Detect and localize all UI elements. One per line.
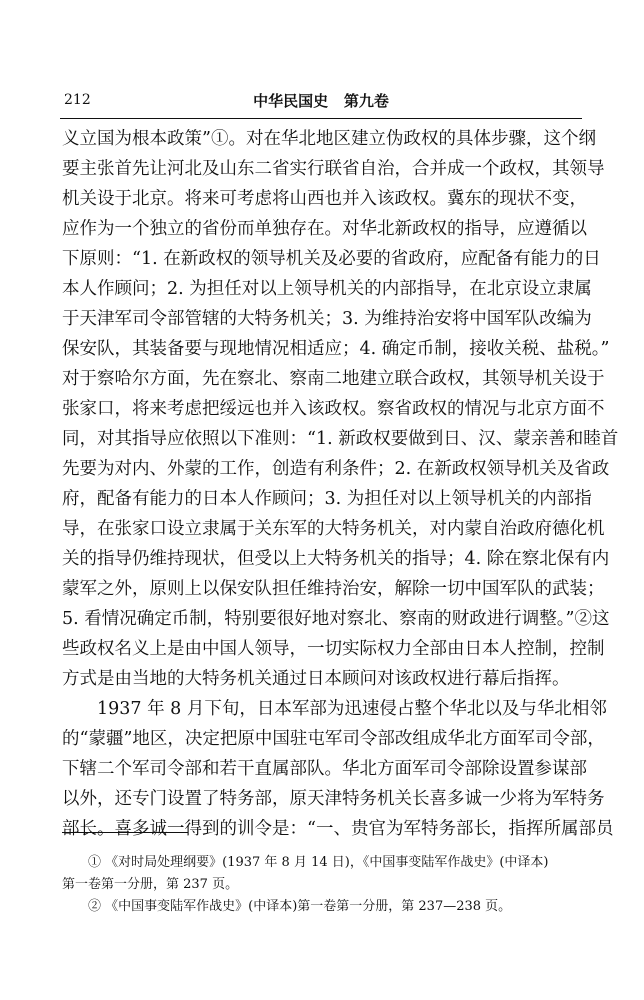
- text-line: 以外，还专门设置了特务部，原天津特务机关长喜多诚一少将为军特务: [62, 789, 605, 809]
- text-line: 蒙军之外，原则上以保安队担任维持治安，解除一切中国军队的武装；: [62, 579, 605, 599]
- text-line: 对于察哈尔方面，先在察北、察南二地建立联合政权，其领导机关设于: [62, 369, 605, 389]
- footnote-1: ① 《对时局处理纲要》(1937 年 8 月 14 日)，《中国事变陆军作战史》(中译本): [88, 855, 549, 870]
- header-divider: [60, 118, 582, 119]
- text-line: 关的指导仍维持现状，但受以上大特务机关的指导；4. 除在察北保有内: [62, 549, 610, 569]
- paragraph-first-line: 1937 年 8 月下旬，日本军部为迅速侵占整个华北以及与华北相邻: [97, 699, 607, 719]
- text-line: 应作为一个独立的省份而单独存在。对华北新政权的指导，应遵循以: [62, 219, 587, 239]
- footnotes: [62, 852, 582, 918]
- page-header: [60, 88, 582, 114]
- text-line: 先要为对内、外蒙的工作，创造有利条件；2. 在新政权领导机关及省政: [62, 459, 610, 479]
- body-text: [62, 124, 619, 844]
- text-line: 5. 看情况确定币制，特别要很好地对察北、察南的财政进行调整。”②这: [62, 609, 610, 629]
- text-line: 义立国为根本政策”①。对在华北地区建立伪政权的具体步骤，这个纲: [62, 129, 596, 149]
- text-line: 保安队，其装备要与现地情况相适应；4. 确定币制，接收关税、盐税。”: [62, 339, 610, 359]
- text-line: 要主张首先让河北及山东二省实行联省自治，合并成一个政权，其领导: [62, 159, 605, 179]
- footnote-1-continued: 第一卷第一分册，第 237 页。: [62, 877, 239, 892]
- page-number: 212: [64, 92, 91, 108]
- text-line: 于天津军司令部管辖的大特务机关；3. 为维持治安将中国军队改编为: [62, 309, 592, 329]
- text-line: 部长。喜多诚一得到的训令是：“一、贵官为军特务部长，指挥所属部员: [62, 819, 614, 839]
- text-line: 本人作顾问；2. 为担任对以上领导机关的内部指导，在北京设立隶属: [62, 279, 592, 299]
- text-line: 的“蒙疆”地区，决定把原中国驻屯军司令部改组成华北方面军司令部，: [62, 729, 605, 749]
- running-title: 中华民国史 第九卷: [253, 92, 389, 110]
- text-line: 方式是由当地的大特务机关通过日本顾问对该政权进行幕后指挥。: [62, 669, 570, 689]
- text-line: 下辖二个军司令部和若干直属部队。华北方面军司令部除设置参谋部: [62, 759, 587, 779]
- text-line: 张家口，将来考虑把绥远也并入该政权。察省政权的情况与北京方面不: [62, 399, 605, 419]
- text-line: 导，在张家口设立隶属于关东军的大特务机关，对内蒙自治政府德化机: [62, 519, 605, 539]
- footnote-2: ② 《中国事变陆军作战史》(中译本)第一卷第一分册，第 237—238 页。: [88, 899, 512, 914]
- footnote-divider: [62, 832, 188, 833]
- text-line: 些政权名义上是由中国人领导，一切实际权力全部由日本人控制，控制: [62, 639, 605, 659]
- text-line: 机关设于北京。将来可考虑将山西也并入该政权。冀东的现状不变，: [62, 189, 587, 209]
- text-line: 府，配备有能力的日本人作顾问；3. 为担任对以上领导机关的内部指: [62, 489, 592, 509]
- text-line: 下原则：“1. 在新政权的领导机关及必要的省政府，应配备有能力的日: [62, 249, 601, 269]
- text-line: 同，对其指导应依照以下准则：“1. 新政权要做到日、汉、蒙亲善和睦首: [62, 429, 619, 449]
